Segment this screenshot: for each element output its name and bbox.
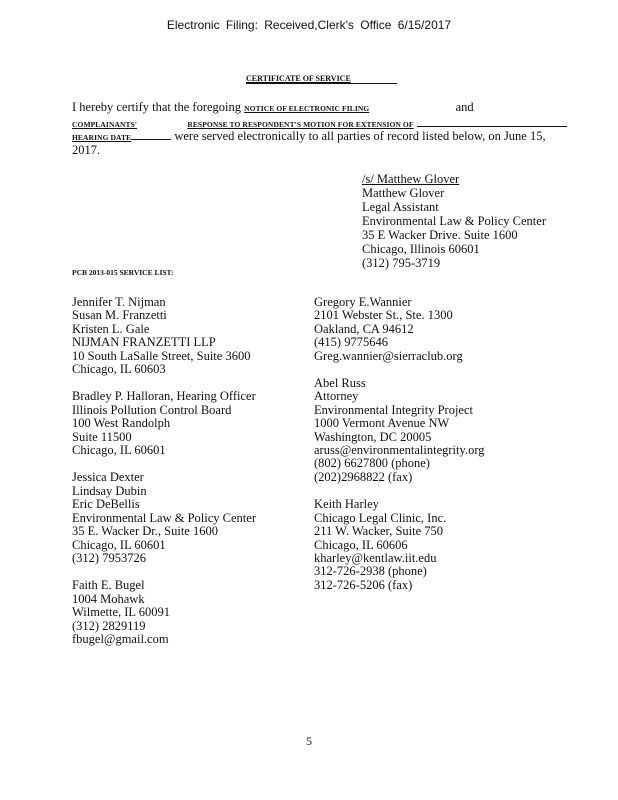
- service-entry: [314, 498, 485, 592]
- service-entry: [72, 390, 256, 457]
- service-entry-line: Chicago, IL 60606: [314, 537, 408, 552]
- service-entry-line: Abel Russ: [314, 376, 366, 391]
- service-entry-line: Faith E. Bugel: [72, 578, 145, 593]
- page-number: 5: [306, 734, 312, 748]
- service-entry-line: Susan M. Franzetti: [72, 308, 167, 323]
- certify-line-4: [72, 143, 572, 157]
- service-entry-line: Greg.wannier@sierraclub.org: [314, 348, 463, 363]
- service-entry-line: Chicago Legal Clinic, Inc.: [314, 510, 447, 525]
- signer-city: Chicago, Illinois 60601: [362, 242, 480, 256]
- service-entry-line: Environmental Integrity Project: [314, 402, 473, 417]
- certify-and: and: [455, 100, 474, 114]
- signature-line: /s/ Matthew Glover: [362, 172, 460, 186]
- signature-block: [362, 172, 546, 270]
- service-list-left: [72, 296, 256, 660]
- service-entry-line: 312-726-2938 (phone): [314, 564, 427, 579]
- service-entry: [314, 377, 485, 484]
- certify-year: 2017.: [72, 143, 101, 157]
- service-entry: [314, 296, 485, 363]
- signer-phone: (312) 795-3719: [362, 256, 441, 270]
- certify-tail: were served electronically to all parties of record listed below, on June 15,: [174, 129, 546, 143]
- signer-street: 35 E Wacker Drive. Suite 1600: [362, 228, 518, 242]
- certify-lead: I hereby certify that the foregoing: [72, 100, 242, 114]
- service-entry-line: Oakland, CA 94612: [314, 321, 414, 336]
- service-entry-line: (802) 6627800 (phone): [314, 456, 430, 471]
- certify-line-1: [72, 100, 572, 116]
- service-entry-line: Eric DeBellis: [72, 497, 140, 512]
- service-entry-line: Chicago, IL 60603: [72, 362, 166, 377]
- service-entry-line: Attorney: [314, 389, 359, 404]
- service-entry-line: 100 West Randolph: [72, 416, 171, 431]
- service-list-right: [314, 296, 485, 606]
- service-entry-line: Gregory E.Wannier: [314, 295, 412, 309]
- service-entry-line: 211 W. Wacker, Suite 750: [314, 524, 444, 539]
- service-entry-line: Chicago, IL 60601: [72, 443, 166, 458]
- service-entry-line: Illinois Pollution Control Board: [72, 402, 232, 417]
- document-title: CERTIFICATE OF SERVICE: [246, 74, 397, 84]
- service-entry-line: (202)2968822 (fax): [314, 469, 413, 484]
- service-entry-line: Jessica Dexter: [72, 470, 144, 485]
- signer-title: Legal Assistant: [362, 200, 439, 214]
- service-entry-line: Lindsay Dubin: [72, 483, 147, 498]
- service-entry-line: (415) 9775646: [314, 335, 388, 350]
- service-entry-line: kharley@kentlaw.iit.edu: [314, 550, 437, 565]
- signer-name: Matthew Glover: [362, 186, 445, 200]
- service-entry-line: Wilmette, IL 60091: [72, 605, 170, 620]
- doc-response: RESPONSE TO RESPONDENT'S MOTION FOR EXTENSION OF: [187, 120, 414, 129]
- service-entry-line: aruss@environmentalintegrity.org: [314, 443, 485, 458]
- service-entry: [72, 579, 256, 646]
- service-entry: [72, 296, 256, 376]
- service-entry-line: (312) 7953726: [72, 550, 146, 565]
- service-entry-line: NIJMAN FRANZETTI LLP: [72, 335, 216, 350]
- service-entry-line: Bradley P. Halloran, Hearing Officer: [72, 389, 256, 404]
- filing-header: Electronic Filing: Received,Clerk's Office 6/15/2017: [166, 18, 452, 32]
- service-entry-line: Chicago, IL 60601: [72, 537, 166, 552]
- service-entry-line: 1000 Vermont Avenue NW: [314, 416, 450, 431]
- service-entry-line: Kristen L. Gale: [72, 321, 150, 336]
- service-entry-line: fbugel@gmail.com: [72, 631, 169, 646]
- service-entry-line: 35 E. Wacker Dr., Suite 1600: [72, 524, 218, 539]
- service-entry-line: Environmental Law & Policy Center: [72, 510, 256, 525]
- service-entry-line: Jennifer T. Nijman: [72, 295, 166, 309]
- doc-complainants: COMPLAINANTS': [72, 120, 138, 129]
- service-entry: [72, 471, 256, 565]
- service-entry-line: (312) 2829119: [72, 618, 146, 633]
- service-entry-line: 10 South LaSalle Street, Suite 3600: [72, 348, 251, 363]
- service-entry-line: Suite 11500: [72, 429, 132, 444]
- doc-notice: NOTICE OF ELECTRONIC FILING: [244, 104, 370, 113]
- doc-hearing-date: HEARING DATE: [72, 133, 132, 142]
- service-list-label: PCB 2013-015 SERVICE LIST:: [72, 268, 174, 277]
- service-entry-line: 1004 Mohawk: [72, 591, 145, 606]
- service-entry-line: Keith Harley: [314, 497, 379, 512]
- service-entry-line: 2101 Webster St., Ste. 1300: [314, 308, 453, 323]
- service-entry-line: 312-726-5206 (fax): [314, 577, 413, 592]
- signer-org: Environmental Law & Policy Center: [362, 214, 546, 228]
- service-entry-line: Washington, DC 20005: [314, 429, 432, 444]
